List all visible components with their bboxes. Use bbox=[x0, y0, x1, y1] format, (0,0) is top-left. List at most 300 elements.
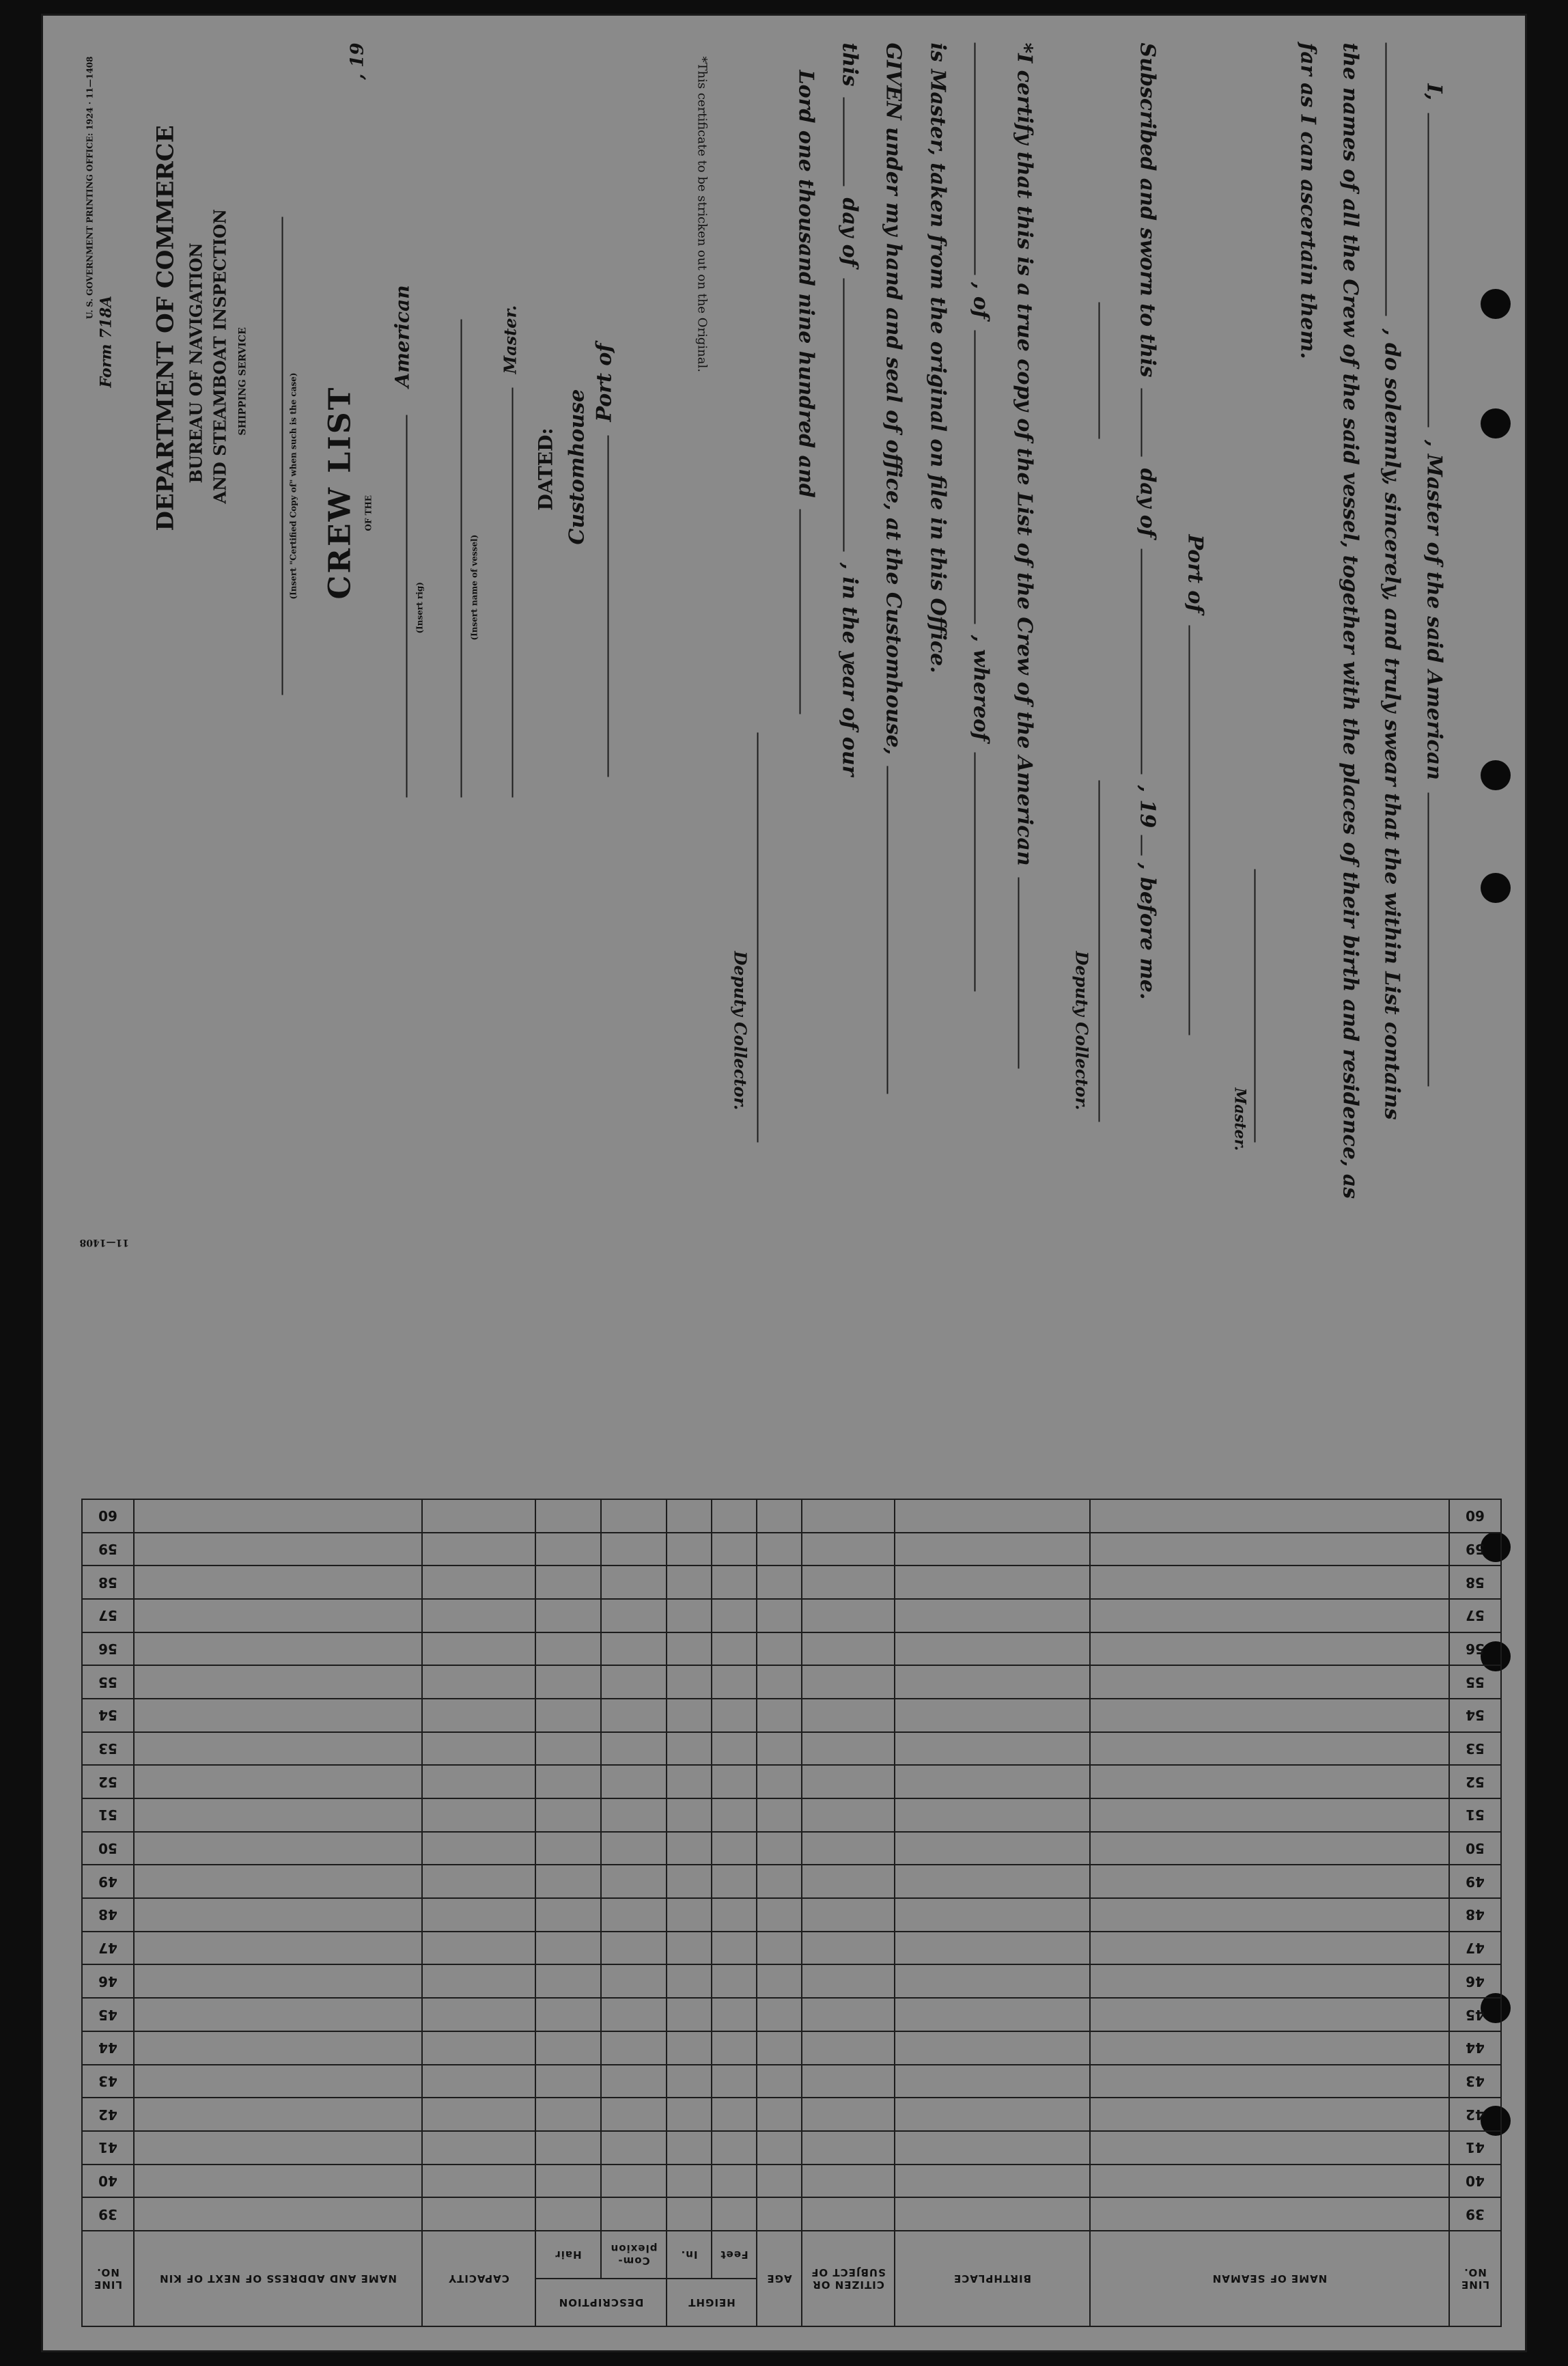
cell-feet[interactable] bbox=[712, 1699, 757, 1732]
cell-hair[interactable] bbox=[535, 2131, 601, 2165]
cell-birthplace[interactable] bbox=[895, 1965, 1090, 1999]
line-number: 40 bbox=[1449, 2165, 1501, 2198]
cell-next-of-kin[interactable] bbox=[134, 1599, 422, 1632]
cell-capacity[interactable] bbox=[422, 1832, 535, 1865]
cell-capacity[interactable] bbox=[422, 1699, 535, 1732]
cell-citizen[interactable] bbox=[802, 1632, 895, 1666]
oath-line2: , do solemnly, sincerely, and truly swear that the within List contains bbox=[1380, 328, 1404, 1120]
cell-feet[interactable] bbox=[712, 1865, 757, 1898]
customhouse-label: Customhouse bbox=[565, 389, 589, 545]
cell-age[interactable] bbox=[757, 1499, 802, 1533]
cell-inches[interactable] bbox=[667, 2065, 712, 2098]
cell-age[interactable] bbox=[757, 2165, 802, 2198]
line-number: 60 bbox=[82, 1499, 134, 1533]
line-number: 52 bbox=[1449, 1765, 1501, 1798]
cell-next-of-kin[interactable] bbox=[134, 1765, 422, 1798]
cell-next-of-kin[interactable] bbox=[134, 2031, 422, 2065]
oath-line1-a: I, bbox=[1422, 83, 1446, 100]
vessel-name-field[interactable] bbox=[1428, 793, 1447, 1087]
cell-birthplace[interactable] bbox=[895, 1499, 1090, 1533]
cell-inches[interactable] bbox=[667, 1832, 712, 1865]
cell-inches[interactable] bbox=[667, 2098, 712, 2131]
cell-complexion[interactable] bbox=[601, 2131, 667, 2165]
cell-name[interactable] bbox=[1090, 1665, 1449, 1699]
table-row bbox=[82, 1865, 1501, 1898]
cell-capacity[interactable] bbox=[422, 1665, 535, 1699]
cell-capacity[interactable] bbox=[422, 1998, 535, 2031]
cell-next-of-kin[interactable] bbox=[134, 1499, 422, 1533]
cell-feet[interactable] bbox=[712, 1665, 757, 1699]
cell-birthplace[interactable] bbox=[895, 1632, 1090, 1666]
cell-age[interactable] bbox=[757, 1765, 802, 1798]
cell-complexion[interactable] bbox=[601, 2065, 667, 2098]
cell-citizen[interactable] bbox=[802, 1765, 895, 1798]
cell-hair[interactable] bbox=[535, 1732, 601, 1766]
deputy-collector-line-2[interactable] bbox=[757, 733, 771, 1143]
cell-inches[interactable] bbox=[667, 1699, 712, 1732]
cell-complexion[interactable] bbox=[601, 2197, 667, 2231]
cell-hair[interactable] bbox=[535, 1533, 601, 1566]
cell-feet[interactable] bbox=[712, 1832, 757, 1865]
cell-citizen[interactable] bbox=[802, 1832, 895, 1865]
oath-line1-b: , Master of the said American bbox=[1422, 439, 1446, 781]
cell-feet[interactable] bbox=[712, 2098, 757, 2131]
cell-citizen[interactable] bbox=[802, 1798, 895, 1832]
cell-feet[interactable] bbox=[712, 2065, 757, 2098]
master-cover-label: Master. bbox=[500, 305, 520, 374]
line-number: 49 bbox=[1449, 1865, 1501, 1898]
cell-capacity[interactable] bbox=[422, 1932, 535, 1965]
cell-next-of-kin[interactable] bbox=[134, 1665, 422, 1699]
crew-list-form bbox=[41, 14, 1527, 2352]
cell-feet[interactable] bbox=[712, 1565, 757, 1599]
master-signature-line[interactable] bbox=[1255, 869, 1270, 1143]
oath-port-field[interactable] bbox=[1189, 626, 1208, 1035]
cell-citizen[interactable] bbox=[802, 2165, 895, 2198]
cell-hair[interactable] bbox=[535, 1798, 601, 1832]
cell-capacity[interactable] bbox=[422, 2165, 535, 2198]
cell-citizen[interactable] bbox=[802, 2197, 895, 2231]
cell-citizen[interactable] bbox=[802, 2131, 895, 2165]
cell-age[interactable] bbox=[757, 1565, 802, 1599]
cell-hair[interactable] bbox=[535, 1665, 601, 1699]
certify-vessel-field[interactable] bbox=[1018, 877, 1037, 1068]
master-name-field[interactable] bbox=[1428, 113, 1447, 427]
cell-capacity[interactable] bbox=[422, 2065, 535, 2098]
cell-next-of-kin[interactable] bbox=[134, 1932, 422, 1965]
cell-citizen[interactable] bbox=[802, 1898, 895, 1932]
line-number: 48 bbox=[1449, 1898, 1501, 1932]
american-label: American bbox=[391, 285, 414, 388]
cell-birthplace[interactable] bbox=[895, 2131, 1090, 2165]
collector-short-line[interactable] bbox=[1099, 303, 1112, 439]
cell-hair[interactable] bbox=[535, 1965, 601, 1999]
subscribed-year-field[interactable] bbox=[1141, 835, 1160, 856]
certify-rig-field[interactable] bbox=[975, 43, 994, 275]
cell-feet[interactable] bbox=[712, 1632, 757, 1666]
certify-master-field[interactable] bbox=[975, 753, 994, 992]
cell-name[interactable] bbox=[1090, 1832, 1449, 1865]
cell-next-of-kin[interactable] bbox=[134, 1998, 422, 2031]
cell-hair[interactable] bbox=[535, 2065, 601, 2098]
cell-inches[interactable] bbox=[667, 1865, 712, 1898]
cell-citizen[interactable] bbox=[802, 1699, 895, 1732]
cell-capacity[interactable] bbox=[422, 2098, 535, 2131]
line-number: 46 bbox=[82, 1965, 134, 1999]
cell-citizen[interactable] bbox=[802, 1665, 895, 1699]
cell-hair[interactable] bbox=[535, 2031, 601, 2065]
cell-feet[interactable] bbox=[712, 1765, 757, 1798]
cell-inches[interactable] bbox=[667, 1898, 712, 1932]
table-row bbox=[82, 1699, 1501, 1732]
oath-and-cover-section bbox=[43, 16, 1529, 1228]
line-number: 59 bbox=[1449, 1533, 1501, 1566]
certify-year-field[interactable] bbox=[800, 509, 819, 714]
cell-name[interactable] bbox=[1090, 1998, 1449, 2031]
line-number: 42 bbox=[82, 2098, 134, 2131]
cell-age[interactable] bbox=[757, 1865, 802, 1898]
cell-inches[interactable] bbox=[667, 1533, 712, 1566]
cell-citizen[interactable] bbox=[802, 2098, 895, 2131]
cell-name[interactable] bbox=[1090, 1732, 1449, 1766]
cell-next-of-kin[interactable] bbox=[134, 1533, 422, 1566]
cell-hair[interactable] bbox=[535, 1632, 601, 1666]
cell-inches[interactable] bbox=[667, 1798, 712, 1832]
cell-feet[interactable] bbox=[712, 1798, 757, 1832]
cell-age[interactable] bbox=[757, 1998, 802, 2031]
cell-inches[interactable] bbox=[667, 2031, 712, 2065]
cell-feet[interactable] bbox=[712, 1898, 757, 1932]
cell-feet[interactable] bbox=[712, 1932, 757, 1965]
cell-feet[interactable] bbox=[712, 2131, 757, 2165]
cell-name[interactable] bbox=[1090, 2098, 1449, 2131]
line-number: 52 bbox=[82, 1765, 134, 1798]
cell-age[interactable] bbox=[757, 1798, 802, 1832]
cell-hair[interactable] bbox=[535, 1565, 601, 1599]
cell-birthplace[interactable] bbox=[895, 1699, 1090, 1732]
table-row bbox=[82, 1765, 1501, 1798]
table-row bbox=[82, 1533, 1501, 1566]
certify-year-of-our: , in the year of our bbox=[837, 562, 862, 777]
cell-birthplace[interactable] bbox=[895, 1832, 1090, 1865]
cell-inches[interactable] bbox=[667, 2131, 712, 2165]
deputy-collector-line-1[interactable] bbox=[1099, 781, 1112, 1122]
certify-of: , of bbox=[968, 281, 993, 319]
cell-next-of-kin[interactable] bbox=[134, 1965, 422, 1999]
cell-feet[interactable] bbox=[712, 2197, 757, 2231]
cell-hair[interactable] bbox=[535, 1898, 601, 1932]
cell-complexion[interactable] bbox=[601, 1533, 667, 1566]
cell-next-of-kin[interactable] bbox=[134, 1699, 422, 1732]
cell-citizen[interactable] bbox=[802, 2031, 895, 2065]
cell-complexion[interactable] bbox=[601, 1932, 667, 1965]
cell-birthplace[interactable] bbox=[895, 1865, 1090, 1898]
cell-capacity[interactable] bbox=[422, 1965, 535, 1999]
cell-hair[interactable] bbox=[535, 1865, 601, 1898]
header-birthplace: BIRTHPLACE bbox=[895, 2231, 1090, 2326]
cell-next-of-kin[interactable] bbox=[134, 1732, 422, 1766]
cell-complexion[interactable] bbox=[601, 1898, 667, 1932]
insert-name-note: (Insert name of vessel) bbox=[469, 534, 479, 641]
crew-table-section bbox=[43, 1228, 1529, 2354]
line-number: 50 bbox=[82, 1832, 134, 1865]
certify-day-of: day of bbox=[837, 197, 862, 267]
cell-feet[interactable] bbox=[712, 1533, 757, 1566]
cell-name[interactable] bbox=[1090, 1632, 1449, 1666]
certify-month-field[interactable] bbox=[843, 278, 863, 551]
cell-name[interactable] bbox=[1090, 2031, 1449, 2065]
line-number: 45 bbox=[1449, 1998, 1501, 2031]
line-number: 48 bbox=[82, 1898, 134, 1932]
cell-capacity[interactable] bbox=[422, 1533, 535, 1566]
cell-birthplace[interactable] bbox=[895, 1798, 1090, 1832]
cell-hair[interactable] bbox=[535, 1499, 601, 1533]
cell-citizen[interactable] bbox=[802, 1965, 895, 1999]
cell-inches[interactable] bbox=[667, 1599, 712, 1632]
cell-name[interactable] bbox=[1090, 1798, 1449, 1832]
customhouse-field[interactable] bbox=[887, 766, 906, 1094]
subscribed-month-field[interactable] bbox=[1141, 548, 1160, 774]
cell-complexion[interactable] bbox=[601, 1998, 667, 2031]
cell-age[interactable] bbox=[757, 1932, 802, 1965]
cell-complexion[interactable] bbox=[601, 1599, 667, 1632]
cell-age[interactable] bbox=[757, 1898, 802, 1932]
cell-birthplace[interactable] bbox=[895, 2197, 1090, 2231]
certify-day-field[interactable] bbox=[843, 98, 863, 186]
cell-next-of-kin[interactable] bbox=[134, 1832, 422, 1865]
header-age: AGE bbox=[757, 2231, 802, 2326]
cell-inches[interactable] bbox=[667, 1665, 712, 1699]
line-number: 44 bbox=[82, 2031, 134, 2065]
line-number: 50 bbox=[1449, 1832, 1501, 1865]
cell-name[interactable] bbox=[1090, 2131, 1449, 2165]
cell-age[interactable] bbox=[757, 1832, 802, 1865]
cell-inches[interactable] bbox=[667, 1632, 712, 1666]
certified-copy-note: (Insert "Certified Copy of" when such is the case) bbox=[288, 372, 298, 600]
table-row bbox=[82, 1832, 1501, 1865]
cell-birthplace[interactable] bbox=[895, 1565, 1090, 1599]
cell-birthplace[interactable] bbox=[895, 1533, 1090, 1566]
cell-next-of-kin[interactable] bbox=[134, 1565, 422, 1599]
cell-feet[interactable] bbox=[712, 1965, 757, 1999]
cell-birthplace[interactable] bbox=[895, 2065, 1090, 2098]
cell-hair[interactable] bbox=[535, 1832, 601, 1865]
cell-feet[interactable] bbox=[712, 1599, 757, 1632]
cell-capacity[interactable] bbox=[422, 2131, 535, 2165]
cell-complexion[interactable] bbox=[601, 1499, 667, 1533]
cell-name[interactable] bbox=[1090, 1965, 1449, 1999]
cell-complexion[interactable] bbox=[601, 1765, 667, 1798]
rig-field[interactable] bbox=[391, 415, 408, 798]
line-number: 59 bbox=[82, 1533, 134, 1566]
cell-age[interactable] bbox=[757, 2131, 802, 2165]
cell-name[interactable] bbox=[1090, 2065, 1449, 2098]
cell-hair[interactable] bbox=[535, 1932, 601, 1965]
cell-capacity[interactable] bbox=[422, 1565, 535, 1599]
cell-age[interactable] bbox=[757, 1665, 802, 1699]
cell-name[interactable] bbox=[1090, 1533, 1449, 1566]
cell-name[interactable] bbox=[1090, 1765, 1449, 1798]
cell-next-of-kin[interactable] bbox=[134, 2098, 422, 2131]
line-number: 42 bbox=[1449, 2098, 1501, 2131]
cell-age[interactable] bbox=[757, 1699, 802, 1732]
cell-capacity[interactable] bbox=[422, 1599, 535, 1632]
cell-age[interactable] bbox=[757, 2197, 802, 2231]
cell-age[interactable] bbox=[757, 2065, 802, 2098]
cell-hair[interactable] bbox=[535, 2197, 601, 2231]
cell-age[interactable] bbox=[757, 2031, 802, 2065]
cell-feet[interactable] bbox=[712, 2165, 757, 2198]
cell-capacity[interactable] bbox=[422, 1732, 535, 1766]
vessel-name-cover-field[interactable] bbox=[446, 320, 462, 798]
cell-name[interactable] bbox=[1090, 1932, 1449, 1965]
cell-hair[interactable] bbox=[535, 1599, 601, 1632]
cell-name[interactable] bbox=[1090, 1898, 1449, 1932]
cell-inches[interactable] bbox=[667, 1565, 712, 1599]
cell-citizen[interactable] bbox=[802, 1499, 895, 1533]
cell-name[interactable] bbox=[1090, 1599, 1449, 1632]
cell-citizen[interactable] bbox=[802, 1865, 895, 1898]
port-cover-field[interactable] bbox=[593, 436, 609, 777]
nineteen-label: , 19 bbox=[1135, 785, 1160, 829]
cell-hair[interactable] bbox=[535, 1699, 601, 1732]
cell-name[interactable] bbox=[1090, 1699, 1449, 1732]
cell-next-of-kin[interactable] bbox=[134, 2065, 422, 2098]
table-row bbox=[82, 1632, 1501, 1666]
cell-age[interactable] bbox=[757, 1632, 802, 1666]
cell-complexion[interactable] bbox=[601, 1699, 667, 1732]
cell-capacity[interactable] bbox=[422, 2197, 535, 2231]
cell-complexion[interactable] bbox=[601, 1565, 667, 1599]
master-cover-field[interactable] bbox=[497, 388, 514, 798]
header-description: DESCRIPTION bbox=[535, 2279, 667, 2326]
line-number: 41 bbox=[82, 2131, 134, 2165]
cell-birthplace[interactable] bbox=[895, 1932, 1090, 1965]
header-hair: Hair bbox=[535, 2231, 601, 2279]
cell-capacity[interactable] bbox=[422, 1499, 535, 1533]
cell-capacity[interactable] bbox=[422, 1765, 535, 1798]
cell-inches[interactable] bbox=[667, 1732, 712, 1766]
cell-complexion[interactable] bbox=[601, 1798, 667, 1832]
cell-citizen[interactable] bbox=[802, 1565, 895, 1599]
cell-next-of-kin[interactable] bbox=[134, 2197, 422, 2231]
cell-name[interactable] bbox=[1090, 2165, 1449, 2198]
cell-capacity[interactable] bbox=[422, 2031, 535, 2065]
cell-citizen[interactable] bbox=[802, 1998, 895, 2031]
cell-birthplace[interactable] bbox=[895, 1998, 1090, 2031]
certify-port-field[interactable] bbox=[975, 330, 994, 624]
cell-hair[interactable] bbox=[535, 1765, 601, 1798]
cell-capacity[interactable] bbox=[422, 1632, 535, 1666]
cell-birthplace[interactable] bbox=[895, 1898, 1090, 1932]
cell-name[interactable] bbox=[1090, 1865, 1449, 1898]
cell-capacity[interactable] bbox=[422, 1798, 535, 1832]
cell-inches[interactable] bbox=[667, 2165, 712, 2198]
cell-capacity[interactable] bbox=[422, 1898, 535, 1932]
cell-hair[interactable] bbox=[535, 1998, 601, 2031]
cell-birthplace[interactable] bbox=[895, 1599, 1090, 1632]
cell-capacity[interactable] bbox=[422, 1865, 535, 1898]
cover-panel bbox=[43, 16, 641, 1228]
of-the-label: OF THE bbox=[363, 495, 374, 531]
cell-age[interactable] bbox=[757, 1732, 802, 1766]
cell-next-of-kin[interactable] bbox=[134, 1632, 422, 1666]
cell-inches[interactable] bbox=[667, 1998, 712, 2031]
cell-inches[interactable] bbox=[667, 1765, 712, 1798]
cell-inches[interactable] bbox=[667, 2197, 712, 2231]
department-name: DEPARTMENT OF COMMERCE bbox=[152, 125, 180, 531]
cell-citizen[interactable] bbox=[802, 1732, 895, 1766]
cell-inches[interactable] bbox=[667, 1932, 712, 1965]
cell-next-of-kin[interactable] bbox=[134, 2131, 422, 2165]
deputy-collector-1: Deputy Collector. bbox=[1072, 951, 1092, 1111]
cell-birthplace[interactable] bbox=[895, 2098, 1090, 2131]
cell-age[interactable] bbox=[757, 1599, 802, 1632]
cell-birthplace[interactable] bbox=[895, 1665, 1090, 1699]
cell-complexion[interactable] bbox=[601, 1865, 667, 1898]
cell-complexion[interactable] bbox=[601, 2098, 667, 2131]
cell-inches[interactable] bbox=[667, 1499, 712, 1533]
line-number: 53 bbox=[82, 1732, 134, 1766]
cell-citizen[interactable] bbox=[802, 1932, 895, 1965]
cell-complexion[interactable] bbox=[601, 1632, 667, 1666]
subscribed-day-field[interactable] bbox=[1141, 389, 1160, 457]
cell-name[interactable] bbox=[1090, 1499, 1449, 1533]
cell-hair[interactable] bbox=[535, 2098, 601, 2131]
cell-complexion[interactable] bbox=[601, 1732, 667, 1766]
dated-label: DATED: bbox=[534, 428, 557, 511]
line-number: 39 bbox=[82, 2197, 134, 2231]
cell-next-of-kin[interactable] bbox=[134, 1865, 422, 1898]
cell-complexion[interactable] bbox=[601, 1832, 667, 1865]
cell-complexion[interactable] bbox=[601, 1665, 667, 1699]
cell-inches[interactable] bbox=[667, 1965, 712, 1999]
cell-next-of-kin[interactable] bbox=[134, 1798, 422, 1832]
certified-copy-line[interactable] bbox=[268, 217, 283, 695]
cell-next-of-kin[interactable] bbox=[134, 2165, 422, 2198]
line-number: 57 bbox=[82, 1599, 134, 1632]
cell-birthplace[interactable] bbox=[895, 2031, 1090, 2065]
cell-complexion[interactable] bbox=[601, 1965, 667, 1999]
line-number: 40 bbox=[82, 2165, 134, 2198]
cell-age[interactable] bbox=[757, 2098, 802, 2131]
cell-birthplace[interactable] bbox=[895, 2165, 1090, 2198]
line-number: 49 bbox=[82, 1865, 134, 1898]
cell-birthplace[interactable] bbox=[895, 1765, 1090, 1798]
cell-age[interactable] bbox=[757, 1965, 802, 1999]
cell-feet[interactable] bbox=[712, 1499, 757, 1533]
cell-feet[interactable] bbox=[712, 1998, 757, 2031]
cell-name[interactable] bbox=[1090, 2197, 1449, 2231]
cell-age[interactable] bbox=[757, 1533, 802, 1566]
cell-hair[interactable] bbox=[535, 2165, 601, 2198]
line-number: 44 bbox=[1449, 2031, 1501, 2065]
cell-citizen[interactable] bbox=[802, 1533, 895, 1566]
cell-next-of-kin[interactable] bbox=[134, 1898, 422, 1932]
table-row bbox=[82, 2197, 1501, 2231]
cell-complexion[interactable] bbox=[601, 2031, 667, 2065]
cell-feet[interactable] bbox=[712, 2031, 757, 2065]
service-name: SHIPPING SERVICE bbox=[237, 327, 249, 436]
certify-this: this bbox=[837, 42, 862, 87]
cell-birthplace[interactable] bbox=[895, 1732, 1090, 1766]
cell-citizen[interactable] bbox=[802, 2065, 895, 2098]
cell-complexion[interactable] bbox=[601, 2165, 667, 2198]
vessel-name-field-2[interactable] bbox=[1386, 43, 1405, 316]
cell-citizen[interactable] bbox=[802, 1599, 895, 1632]
cell-name[interactable] bbox=[1090, 1565, 1449, 1599]
cell-feet[interactable] bbox=[712, 1732, 757, 1766]
